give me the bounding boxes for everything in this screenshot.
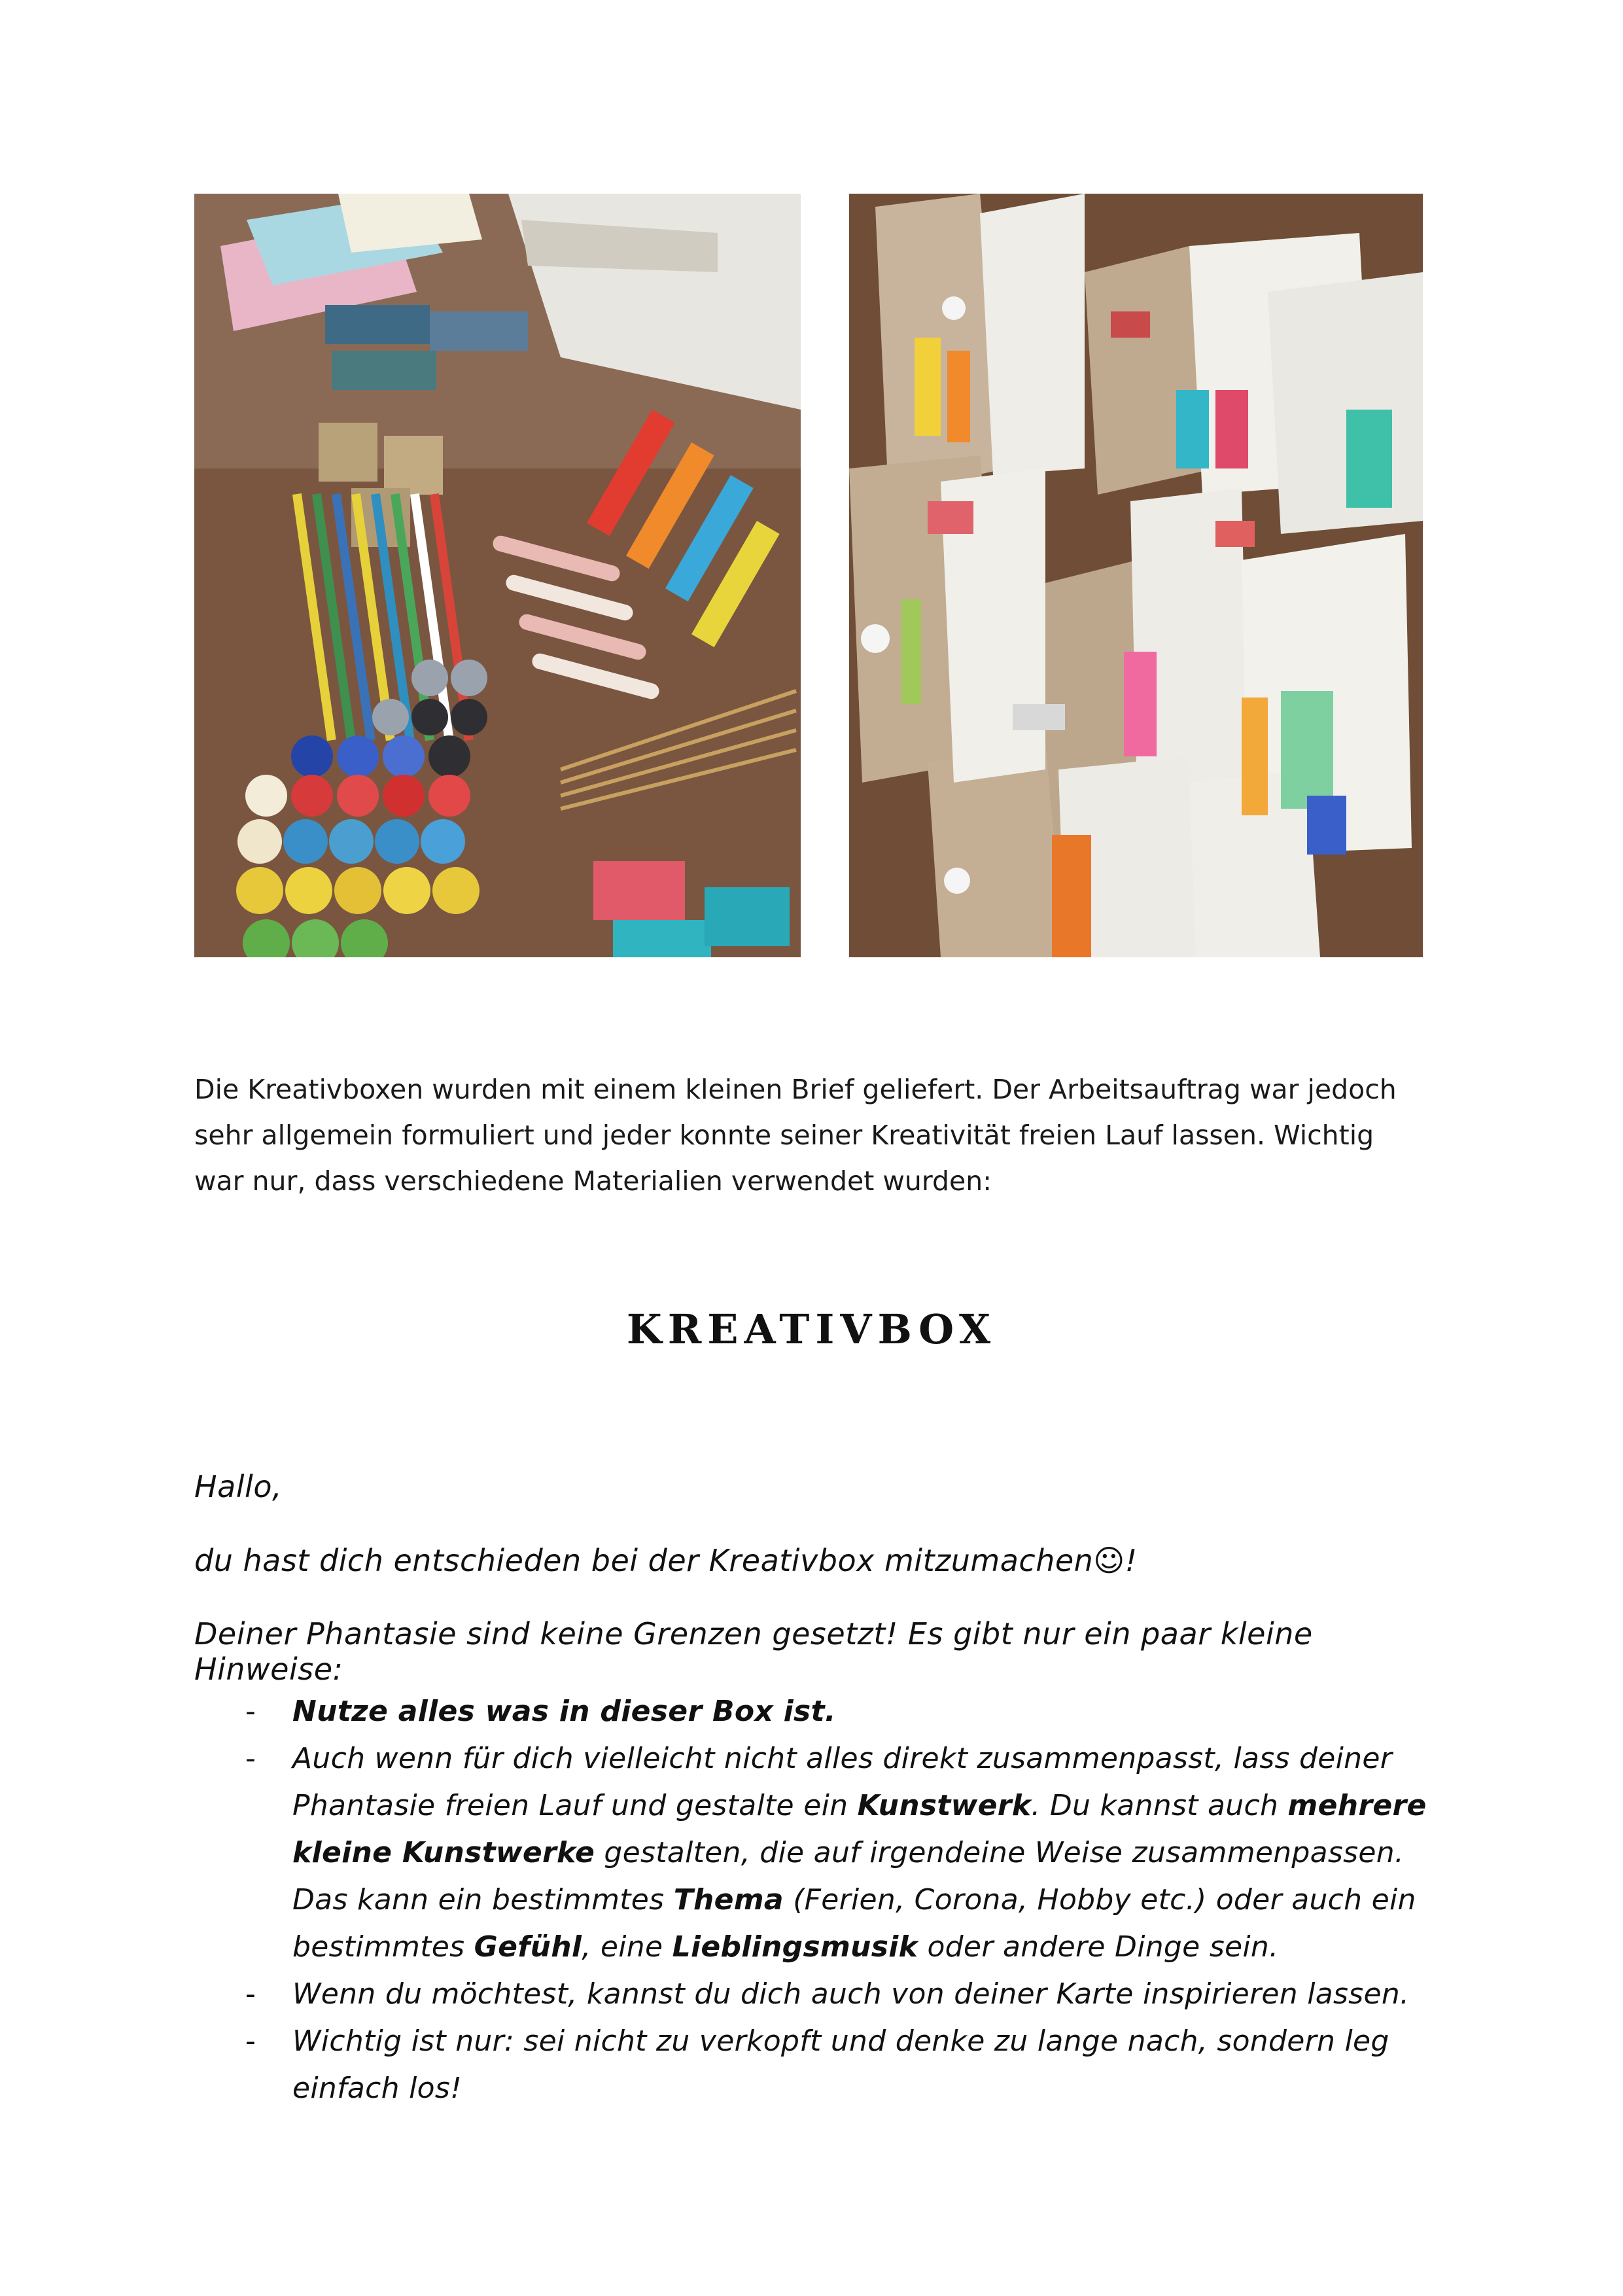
hint-2-thema: Thema xyxy=(673,1883,784,1916)
photo-craft-materials xyxy=(194,194,801,957)
hint-2-part-a: Auch wenn für dich vielleicht nicht alles direkt zusammenpasst, lass deiner Phantasie freien Lauf und gestalte ein xyxy=(292,1742,1393,1822)
intro-paragraph: Die Kreativboxen wurden mit einem kleinen Brief geliefert. Der Arbeitsauftrag war jedoch sehr allgemein formuliert und jeder konnte seiner Kreativität freien Lauf lassen. Wichtig war nur, dass verschiedene Materialien verwendet wurden: xyxy=(194,1074,1397,1197)
hint-2-part-k: oder andere Dinge sein. xyxy=(918,1930,1279,1964)
hint-item-4 xyxy=(194,2018,1431,2112)
list-dash: - xyxy=(245,1977,256,2011)
letter-line-1: du hast dich entschieden bei der Kreativbox mitzumachen☺! xyxy=(194,1543,1138,1578)
hint-2-part-e: gestalten, die auf irgendeine Weise zusammenpassen. Das kann ein bestimmtes xyxy=(292,1836,1405,1916)
hint-item-1 xyxy=(194,1688,1431,1735)
letter-line-2: Deiner Phantasie sind keine Grenzen gesetzt! Es gibt nur ein paar kleine Hinweise: xyxy=(194,1616,1313,1687)
hint-2-part-i: , eine xyxy=(582,1930,672,1964)
hint-1-text: Nutze alles was in dieser Box ist. xyxy=(292,1695,836,1728)
hint-2-part-c: . Du kannst auch xyxy=(1031,1789,1288,1822)
craft-materials-illustration xyxy=(194,194,801,957)
photo-creative-boxes xyxy=(849,194,1423,957)
letter-greeting: Hallo, xyxy=(194,1469,283,1504)
hint-item-3 xyxy=(194,1971,1431,2018)
list-dash: - xyxy=(245,1695,256,1728)
hint-item-2 xyxy=(194,1735,1431,1971)
hint-2-part-g: (Ferien, Corona, Hobby etc.) oder auch ein bestimmtes xyxy=(292,1883,1416,1964)
hints-list xyxy=(194,1688,1431,2112)
list-dash: - xyxy=(245,1742,256,1775)
list-dash: - xyxy=(245,2024,256,2058)
hint-2-gefuehl: Gefühl xyxy=(474,1930,582,1964)
document-heading: KREATIVBOX xyxy=(626,1305,997,1353)
hint-2-kunstwerk: Kunstwerk xyxy=(857,1789,1032,1822)
hint-4-text: Wichtig ist nur: sei nicht zu verkopft und denke zu lange nach, sondern leg einfach los! xyxy=(292,2024,1389,2105)
creative-boxes-illustration xyxy=(849,194,1423,957)
hint-2-lieblingsmusik: Lieblingsmusik xyxy=(672,1930,918,1964)
hint-2-mehrere-kunstwerke: mehrere kleine Kunstwerke xyxy=(292,1789,1427,1869)
hint-3-text: Wenn du möchtest, kannst du dich auch von deiner Karte inspirieren lassen. xyxy=(292,1977,1410,2011)
